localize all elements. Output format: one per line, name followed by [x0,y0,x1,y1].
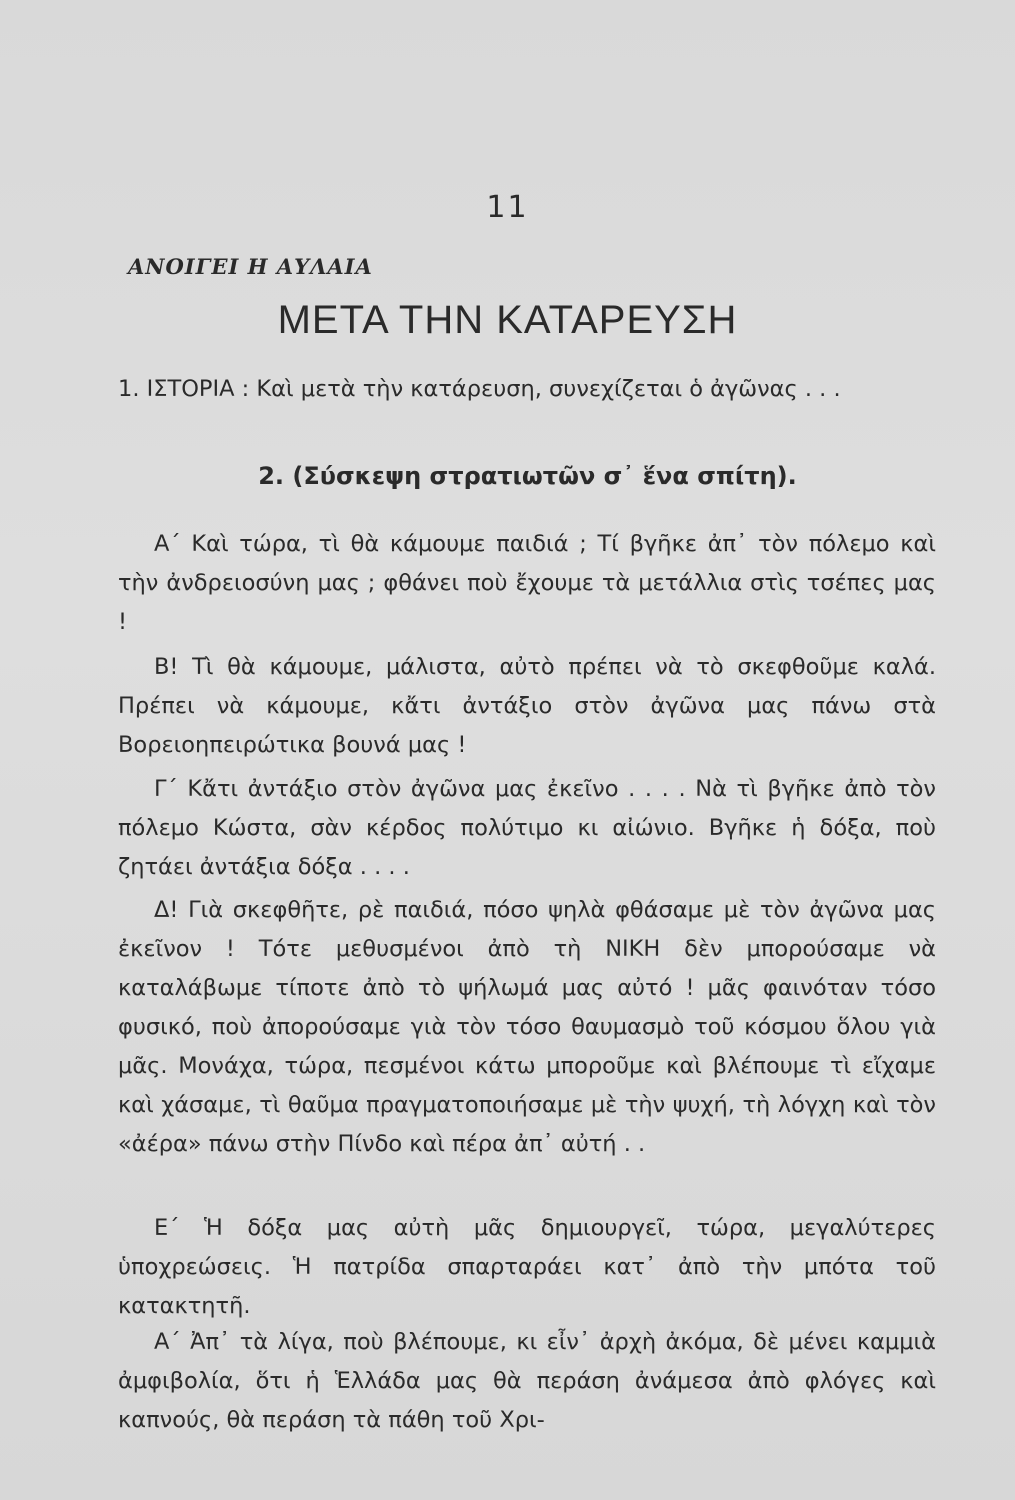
scene-subheading: 2. (Σύσκεψη στρατιωτῶν σ᾽ ἕνα σπίτη). [258,462,797,490]
dialogue-paragraph: Γ΄ Κἄτι ἀντάξιο στὸν ἀγῶνα μας ἐκεῖνο . . . . Νὰ τὶ βγῆκε ἀπὸ τὸν πόλεμο Κώστα, σὰν κέρδος πολύτιμο κι αἰώνιο. Βγῆκε ἡ δόξα, ποὺ ζητάει ἀντάξια δόξα . . . . [118,776,936,880]
history-paragraph: 1. ΙΣΤΟΡΙΑ : Καὶ μετὰ τὴν κατάρευση, συνεχίζεται ὁ ἀγῶνας . . . [118,376,841,402]
dialogue-paragraph: Α΄ Καὶ τώρα, τὶ θὰ κάμουμε παιδιά ; Τί βγῆκε ἀπ᾽ τὸν πόλεμο καὶ τὴν ἀνδρειοσύνη μας ; φθάνει ποὺ ἔχουμε τὰ μετάλλια στὶς τσέπες μας ! [118,531,936,635]
page-number: 11 [486,190,529,225]
dialogue-paragraph: Α΄ Ἀπ᾽ τὰ λίγα, ποὺ βλέπουμε, κι εἶν᾽ ἀρχὴ ἀκόμα, δὲ μένει καμμιὰ ἀμφιβολία, ὅτι ἡ Ἑλλάδα μας θὰ περάση ἀνάμεσα ἀπὸ φλόγες καὶ καπνούς, θὰ περάση τὰ πάθη τοῦ Χρι- [118,1329,936,1433]
dialogue-paragraph: Ε΄ Ἡ δόξα μας αὐτὴ μᾶς δημιουργεῖ, τώρα, μεγαλύτερες ὑποχρεώσεις. Ἡ πατρίδα σπαρταράει κατ᾽ ἀπὸ τὴν μπότα τοῦ κατακτητῆ. [118,1215,936,1319]
dialogue-paragraph: Β! Τὶ θὰ κάμουμε, μάλιστα, αὐτὸ πρέπει νὰ τὸ σκεφθοῦμε καλά. Πρέπει νὰ κάμουμε, κἄτι ἀντάξιο στὸν ἀγῶνα μας πάνω στὰ Βορειοηπειρώτικα βουνά μας ! [118,654,936,758]
dialogue-paragraph: Δ! Γιὰ σκεφθῆτε, ρὲ παιδιά, πόσο ψηλὰ φθάσαμε μὲ τὸν ἀγῶνα μας ἐκεῖνον ! Τότε μεθυσμένοι ἀπὸ τὴ ΝΙΚΗ δὲν μπορούσαμε νὰ καταλάβωμε τίποτε ἀπὸ τὸ ψήλωμά μας αὐτό ! μᾶς φαινόταν τόσο φυσικό, ποὺ ἀπορούσαμε γιὰ τὸν τόσο θαυμασμὸ τοῦ κόσμου ὅλου γιὰ μᾶς. Μονάχα, τώρα, πεσμένοι κάτω μποροῦμε καὶ βλέπουμε τὶ εἴχαμε καὶ χάσαμε, τὶ θαῦμα πραγματοποιήσαμε μὲ τὴν ψυχή, τὴ λόγχη καὶ τὸν «ἀέρα» πάνω στὴν Πίνδο καὶ πέρα ἀπ᾽ αὐτή . . [118,897,936,1157]
page-title: ΜΕΤΑ ΤΗΝ ΚΑΤΑΡΕΥΣΗ [277,298,738,342]
section-header: ΑΝΟΙΓΕΙ Η ΑΥΛΑΙΑ [128,254,373,279]
